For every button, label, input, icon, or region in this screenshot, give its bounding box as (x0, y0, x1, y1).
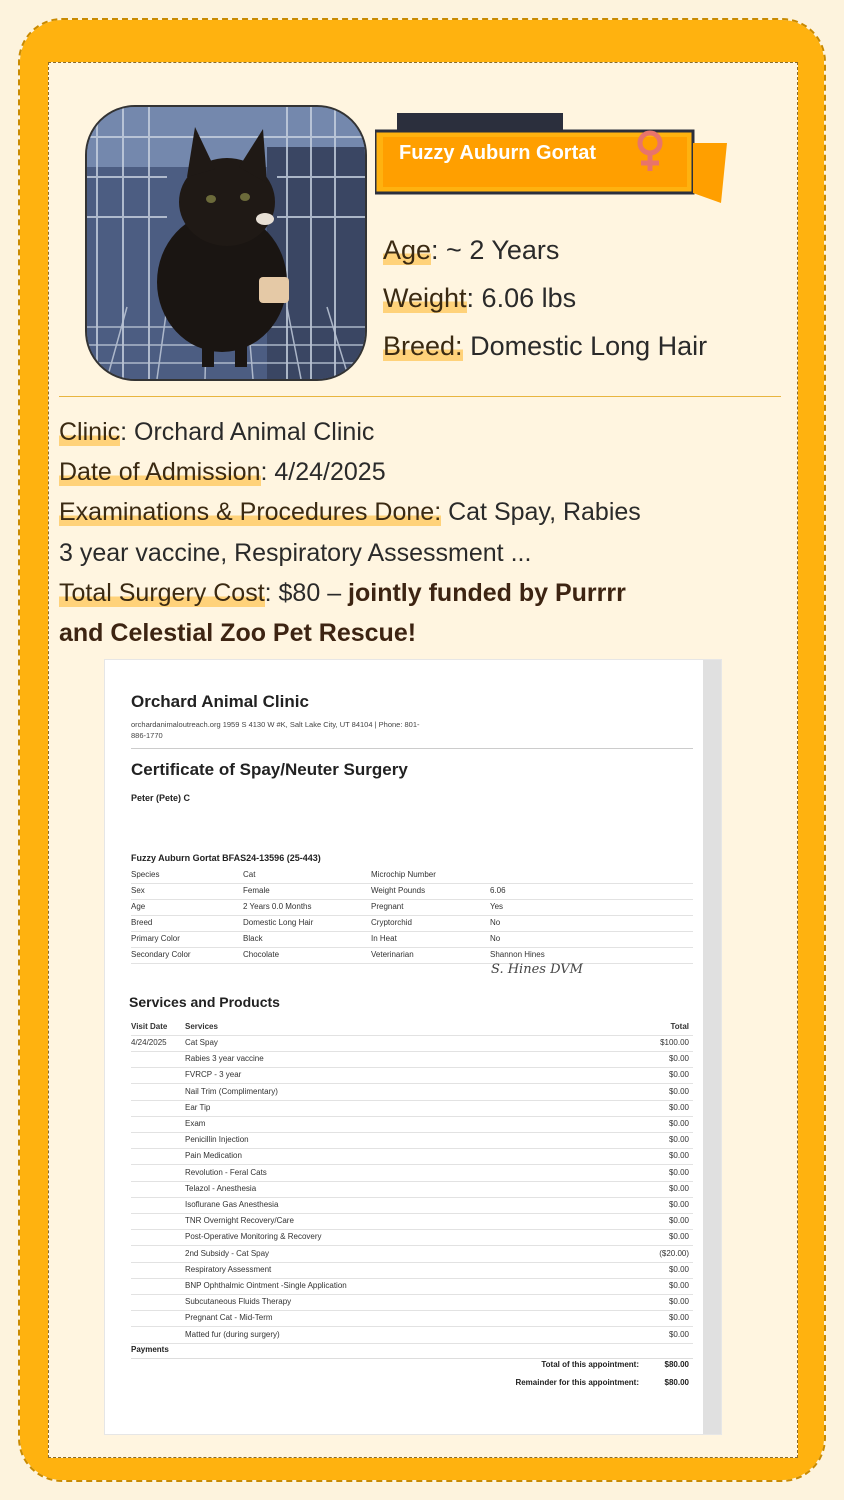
service-row (131, 1294, 693, 1311)
service-row (131, 1310, 693, 1327)
service-cell: 4/24/2025 (131, 1038, 167, 1047)
detail-cell: Shannon Hines (490, 950, 545, 959)
procedures-line-2: 3 year vaccine, Respiratory Assessment ... (59, 539, 532, 567)
age-value: : ~ 2 Years (431, 235, 560, 265)
service-row (131, 1051, 693, 1068)
detail-row (131, 883, 693, 900)
service-cell: Exam (185, 1119, 206, 1128)
total-value: $80.00 (664, 1360, 689, 1369)
service-cell: $0.00 (668, 1183, 689, 1193)
service-cell: $0.00 (668, 1313, 689, 1323)
doc-rule (131, 748, 693, 749)
breed-value: Domestic Long Hair (462, 331, 708, 361)
clinic-label: Clinic (59, 418, 121, 446)
service-cell: Pain Medication (185, 1151, 242, 1161)
col-visit-date: Visit Date (131, 1022, 168, 1031)
detail-cell: Primary Color (131, 934, 180, 943)
weight-value: : 6.06 lbs (466, 283, 577, 313)
detail-cell: Age (131, 902, 146, 911)
detail-cell: Microchip Number (371, 870, 436, 879)
detail-row (131, 931, 693, 948)
service-cell: $0.00 (668, 1281, 689, 1290)
detail-cell: 2 Years 0.0 Months (243, 902, 312, 911)
detail-cell: Cat (243, 870, 256, 879)
service-cell: Matted fur (during surgery) (185, 1329, 280, 1339)
detail-cell: Black (243, 934, 263, 943)
service-cell: Isoflurane Gas Anesthesia (185, 1200, 279, 1209)
admission-line (59, 458, 386, 487)
age-label: Age (383, 235, 432, 265)
service-cell: $100.00 (660, 1038, 689, 1047)
service-row (131, 1246, 693, 1263)
service-cell: Revolution - Feral Cats (185, 1167, 267, 1177)
breed-label: Breed: (383, 331, 463, 361)
service-cell: $0.00 (668, 1070, 689, 1080)
payments-rule (131, 1358, 693, 1359)
doc-clinic-name: Orchard Animal Clinic (131, 692, 309, 711)
service-cell: FVRCP - 3 year (185, 1070, 242, 1080)
service-row (131, 1165, 693, 1182)
pet-header: Fuzzy Auburn Gortat BFAS24-13596 (25-443) (131, 853, 321, 863)
funding-line-2 (59, 619, 416, 648)
service-row (131, 1084, 693, 1101)
service-cell: $0.00 (668, 1216, 689, 1226)
clinic-value: : Orchard Animal Clinic (120, 418, 375, 446)
cost-label: Total Surgery Cost (59, 579, 265, 607)
detail-cell: Pregnant (371, 902, 404, 911)
remainder-value: $80.00 (664, 1378, 689, 1387)
remainder-label: Remainder for this appointment: (515, 1378, 639, 1387)
pet-name: Fuzzy Auburn Gortat (399, 142, 597, 164)
cost-value: : $80 – (264, 579, 349, 607)
payments-label: Payments (131, 1345, 169, 1354)
service-cell: $0.00 (668, 1119, 689, 1128)
age-line (383, 235, 559, 266)
cost-line (59, 579, 626, 608)
weight-label: Weight (383, 283, 467, 313)
service-cell: Rabies 3 year vaccine (185, 1054, 264, 1064)
detail-cell: 6.06 (490, 886, 506, 895)
detail-cell: Domestic Long Hair (243, 918, 314, 927)
detail-cell: No (490, 918, 501, 927)
funding-note: jointly funded by Purrrr (348, 579, 626, 607)
col-services: Services (185, 1022, 218, 1031)
admission-value: : 4/24/2025 (260, 458, 386, 486)
service-cell: $0.00 (668, 1200, 689, 1209)
service-row (131, 1132, 693, 1149)
service-cell: $0.00 (668, 1135, 689, 1145)
breed-line (383, 331, 707, 362)
service-row (131, 1229, 693, 1246)
service-row (131, 1262, 693, 1279)
scrollbar[interactable] (703, 660, 721, 1434)
services-header (131, 1019, 693, 1036)
detail-cell: Veterinarian (371, 950, 414, 959)
service-cell: Cat Spay (185, 1038, 218, 1047)
service-cell: $0.00 (668, 1297, 689, 1307)
service-row (131, 1197, 693, 1214)
service-row (131, 1327, 693, 1344)
service-cell: $0.00 (668, 1151, 689, 1161)
service-cell: Respiratory Assessment (185, 1264, 272, 1274)
detail-cell: Secondary Color (131, 950, 191, 959)
female-icon (635, 129, 665, 173)
detail-cell: Weight Pounds (371, 886, 426, 895)
service-cell: ($20.00) (659, 1248, 689, 1258)
service-cell: $0.00 (668, 1329, 689, 1339)
service-cell: $0.00 (668, 1086, 689, 1096)
service-cell: BNP Ophthalmic Ointment -Single Application (185, 1281, 347, 1290)
service-cell: Penicillin Injection (185, 1135, 249, 1145)
detail-cell: Sex (131, 886, 145, 895)
col-total: Total (670, 1022, 689, 1031)
detail-cell: Cryptorchid (371, 918, 412, 927)
detail-row (131, 915, 693, 932)
services-title: Services and Products (129, 994, 280, 1010)
service-cell: $0.00 (668, 1232, 689, 1242)
procedures-line (59, 498, 641, 527)
service-row (131, 1278, 693, 1295)
card-panel (48, 62, 798, 1458)
service-cell: Telazol - Anesthesia (185, 1183, 257, 1193)
service-row (131, 1100, 693, 1117)
service-row (131, 1067, 693, 1084)
total-label: Total of this appointment: (541, 1360, 639, 1369)
service-row (131, 1181, 693, 1198)
service-cell: Pregnant Cat - Mid-Term (185, 1313, 273, 1323)
funding-note-2: and Celestial Zoo Pet Rescue! (59, 619, 417, 647)
divider (59, 396, 781, 397)
detail-cell: Breed (131, 918, 153, 927)
weight-line (383, 283, 576, 314)
service-cell: 2nd Subsidy - Cat Spay (185, 1248, 270, 1258)
service-cell: Subcutaneous Fluids Therapy (185, 1297, 292, 1307)
detail-cell: Chocolate (243, 950, 280, 959)
detail-row (131, 899, 693, 916)
detail-row (131, 947, 693, 964)
card-frame (20, 20, 824, 1480)
procedures-value: Cat Spay, Rabies (441, 498, 641, 526)
service-row (131, 1148, 693, 1165)
detail-cell: Yes (490, 902, 504, 911)
detail-cell: Species (131, 870, 160, 879)
clinic-line (59, 418, 374, 447)
service-row (131, 1213, 693, 1230)
owner-name: Peter (Pete) C (131, 793, 191, 803)
certificate-document (105, 660, 721, 1434)
detail-cell: In Heat (371, 934, 397, 943)
doc-address-2: 886-1770 (131, 731, 163, 740)
service-cell: Post-Operative Monitoring & Recovery (185, 1232, 322, 1242)
doc-address-1: orchardanimaloutreach.org 1959 S 4130 W #K, Salt Lake City, UT 84104 | Phone: 801- (131, 720, 420, 729)
service-cell: Ear Tip (185, 1102, 211, 1112)
service-row (131, 1035, 693, 1052)
service-cell: $0.00 (668, 1264, 689, 1274)
admission-label: Date of Admission (59, 458, 261, 486)
detail-row (131, 867, 693, 884)
detail-cell: No (490, 934, 501, 943)
detail-cell: Female (243, 886, 270, 895)
doc-title: Certificate of Spay/Neuter Surgery (131, 760, 408, 779)
service-cell: $0.00 (668, 1167, 689, 1177)
service-cell: Nail Trim (Complimentary) (185, 1086, 278, 1096)
service-cell: $0.00 (668, 1102, 689, 1112)
procedures-label: Examinations & Procedures Done: (59, 498, 442, 526)
vet-signature: S. Hines DVM (491, 962, 583, 977)
service-cell: $0.00 (668, 1054, 689, 1064)
service-cell: TNR Overnight Recovery/Care (185, 1216, 294, 1226)
service-row (131, 1116, 693, 1133)
cat-photo (85, 105, 367, 381)
